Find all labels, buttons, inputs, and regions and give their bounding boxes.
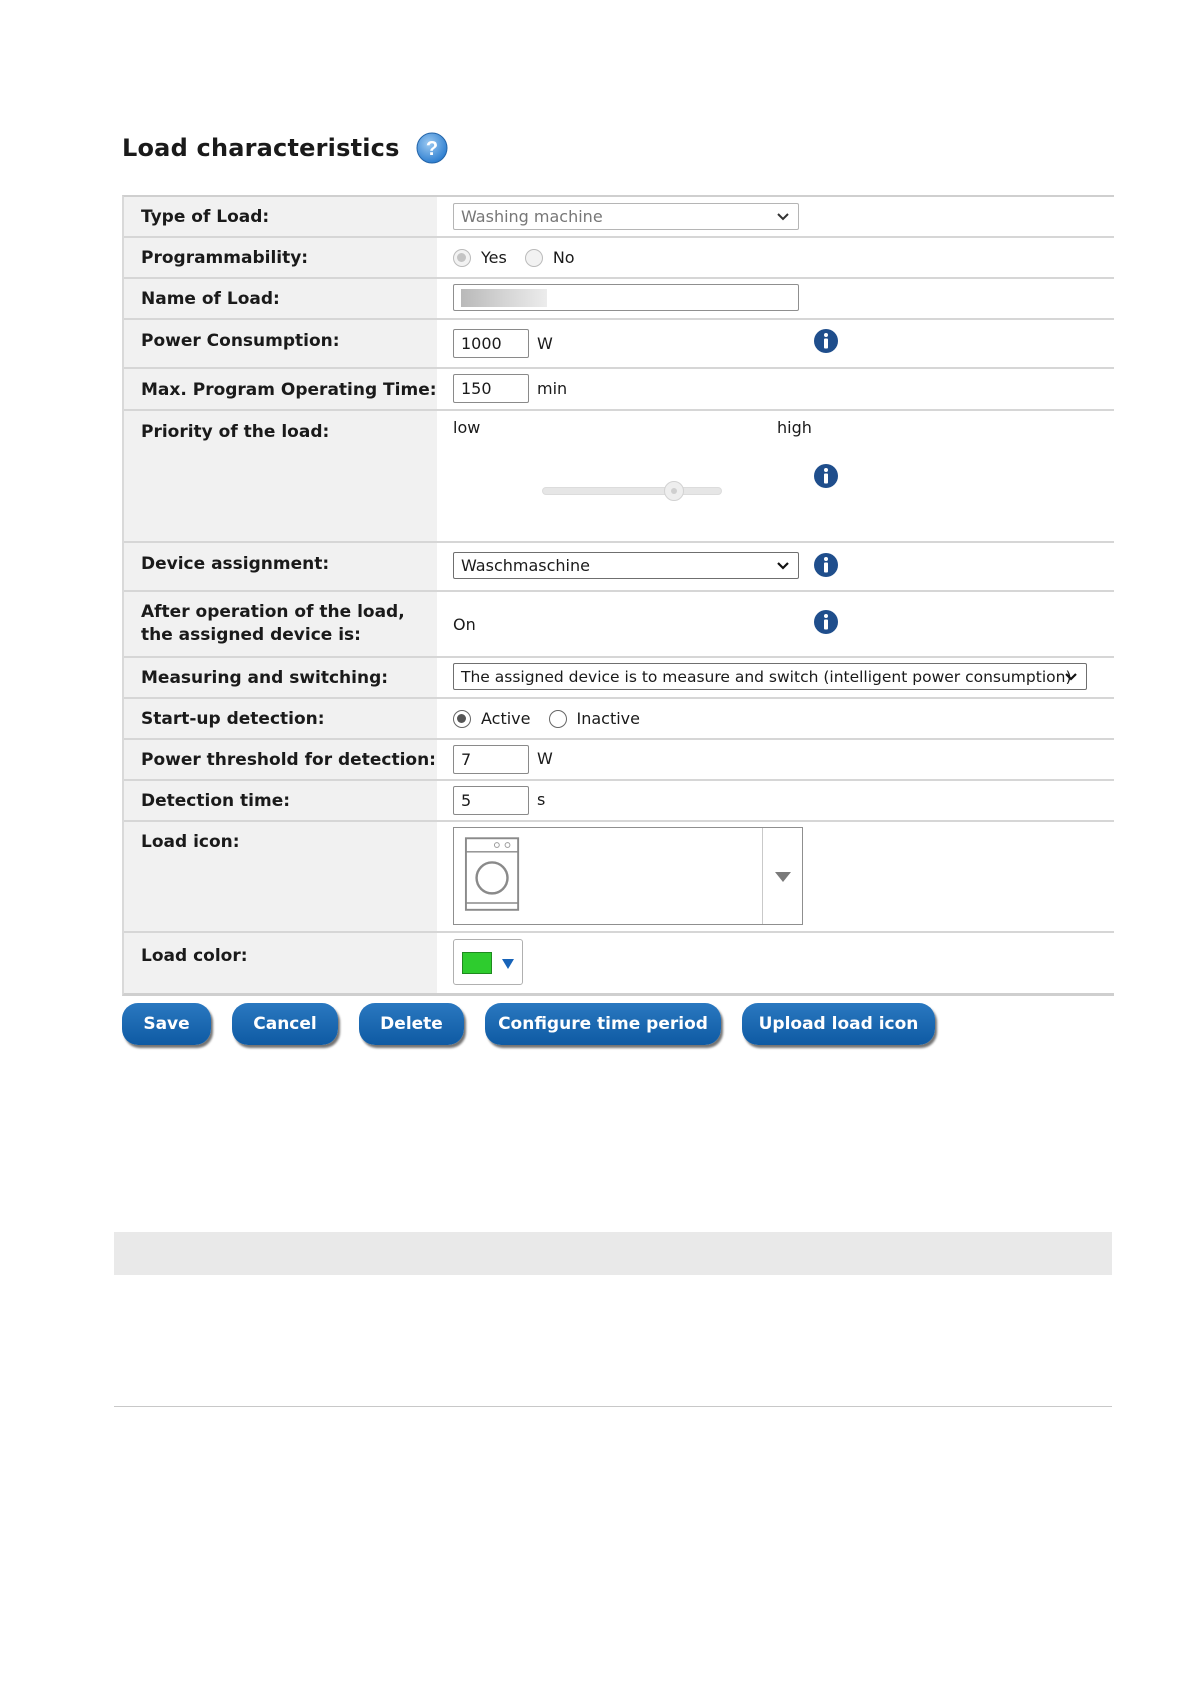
programmability-yes-radio bbox=[453, 248, 507, 267]
load-icon-picker[interactable] bbox=[453, 827, 803, 925]
page-header bbox=[122, 132, 448, 164]
device-assignment-select[interactable] bbox=[453, 552, 799, 579]
slider-handle[interactable] bbox=[664, 481, 684, 501]
row-name-of-load bbox=[124, 279, 1114, 320]
detection-time-label: Detection time: bbox=[124, 781, 437, 820]
type-of-load-value: Washing machine bbox=[461, 207, 603, 226]
programmability-label: Programmability: bbox=[124, 238, 437, 277]
power-threshold-input[interactable]: 7 bbox=[453, 745, 529, 774]
startup-inactive-radio[interactable] bbox=[549, 709, 641, 728]
measuring-switching-value: The assigned device is to measure and switch (intelligent power consumption) bbox=[461, 667, 1072, 686]
type-of-load-select bbox=[453, 203, 799, 230]
power-consumption-label: Power Consumption: bbox=[124, 320, 437, 367]
configure-time-period-button[interactable]: Configure time period bbox=[485, 1003, 721, 1045]
row-type-of-load bbox=[124, 197, 1114, 238]
power-threshold-unit: W bbox=[537, 749, 553, 768]
redacted-name bbox=[461, 289, 547, 307]
radio-button bbox=[525, 249, 543, 267]
detection-time-unit: s bbox=[537, 790, 546, 809]
info-icon[interactable] bbox=[813, 609, 839, 635]
power-consumption-unit: W bbox=[537, 334, 553, 353]
programmability-yes-label: Yes bbox=[481, 248, 507, 267]
priority-low-label: low bbox=[453, 418, 481, 437]
power-threshold-label: Power threshold for detection: bbox=[124, 740, 437, 779]
programmability-no-label: No bbox=[552, 248, 575, 267]
row-priority bbox=[124, 411, 1114, 543]
row-power-consumption bbox=[124, 320, 1114, 369]
device-assignment-label: Device assignment: bbox=[124, 543, 437, 590]
radio-button bbox=[453, 249, 471, 267]
max-operating-time-label: Max. Program Operating Time: bbox=[124, 369, 437, 409]
device-assignment-value: Waschmaschine bbox=[461, 556, 590, 575]
load-icon-label: Load icon: bbox=[124, 822, 437, 931]
load-characteristics-form bbox=[122, 195, 1114, 996]
name-of-load-label: Name of Load: bbox=[124, 279, 437, 318]
after-operation-value: On bbox=[453, 615, 476, 634]
startup-detection-label: Start-up detection: bbox=[124, 699, 437, 738]
row-programmability bbox=[124, 238, 1114, 279]
row-startup-detection bbox=[124, 699, 1114, 740]
row-max-operating-time bbox=[124, 369, 1114, 411]
upload-load-icon-button[interactable]: Upload load icon bbox=[742, 1003, 935, 1045]
info-icon[interactable] bbox=[813, 552, 839, 578]
info-icon[interactable] bbox=[813, 463, 839, 489]
row-power-threshold bbox=[124, 740, 1114, 781]
color-swatch bbox=[462, 952, 492, 974]
cancel-button[interactable]: Cancel bbox=[232, 1003, 338, 1045]
svg-text:?: ? bbox=[425, 138, 438, 160]
max-operating-time-unit: min bbox=[537, 379, 568, 398]
startup-inactive-label: Inactive bbox=[576, 709, 640, 728]
triangle-down-icon[interactable] bbox=[775, 872, 791, 882]
row-detection-time bbox=[124, 781, 1114, 822]
chevron-down-icon bbox=[776, 210, 790, 224]
load-icon-dropdown-divider bbox=[762, 828, 763, 924]
priority-slider[interactable] bbox=[542, 487, 722, 495]
radio-button[interactable] bbox=[453, 710, 471, 728]
action-buttons bbox=[122, 1003, 956, 1045]
radio-button[interactable] bbox=[549, 710, 567, 728]
triangle-down-icon bbox=[502, 958, 514, 970]
chevron-down-icon bbox=[776, 559, 790, 573]
row-load-icon bbox=[124, 822, 1114, 933]
measuring-switching-select[interactable] bbox=[453, 663, 1087, 690]
row-device-assignment bbox=[124, 543, 1114, 592]
detection-time-input[interactable]: 5 bbox=[453, 786, 529, 815]
priority-high-label: high bbox=[777, 418, 812, 437]
chevron-down-icon bbox=[1064, 670, 1078, 684]
info-icon[interactable] bbox=[813, 328, 839, 354]
row-load-color bbox=[124, 933, 1114, 993]
name-of-load-input[interactable] bbox=[453, 284, 799, 311]
startup-active-radio[interactable] bbox=[453, 709, 531, 728]
priority-label: Priority of the load: bbox=[124, 411, 437, 541]
power-consumption-input[interactable]: 1000 bbox=[453, 329, 529, 358]
programmability-no-radio bbox=[525, 248, 575, 267]
save-button[interactable]: Save bbox=[122, 1003, 211, 1045]
gray-band bbox=[114, 1232, 1112, 1275]
load-color-label: Load color: bbox=[124, 933, 437, 993]
load-color-picker[interactable] bbox=[453, 939, 523, 985]
delete-button[interactable]: Delete bbox=[359, 1003, 464, 1045]
washing-machine-icon bbox=[464, 836, 522, 914]
max-operating-time-input[interactable]: 150 bbox=[453, 374, 529, 403]
row-after-operation bbox=[124, 592, 1114, 658]
divider bbox=[114, 1406, 1112, 1407]
startup-active-label: Active bbox=[481, 709, 531, 728]
help-question-icon[interactable] bbox=[416, 132, 448, 164]
measuring-switching-label: Measuring and switching: bbox=[124, 658, 437, 697]
row-measuring-switching bbox=[124, 658, 1114, 699]
after-operation-label: After operation of the load, the assigned device is: bbox=[124, 592, 437, 656]
type-of-load-label: Type of Load: bbox=[124, 197, 437, 236]
page-title: Load characteristics bbox=[122, 134, 400, 162]
